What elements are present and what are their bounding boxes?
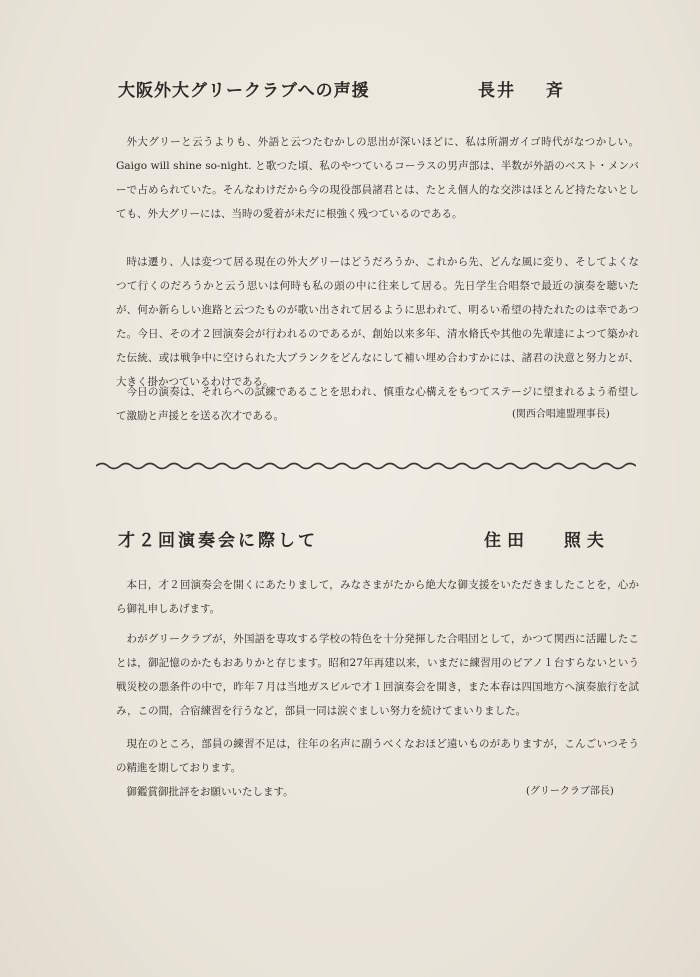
article-2-paragraph-1: 本日，才２回演奏会を開くにあたりまして，みなさまがたから絶大な御支援をいただきましたことを，心から御礼申しあげます。	[116, 579, 639, 615]
article-1-paragraph-1: 外大グリーと云うよりも、外語と云つたむかしの思出が深いほどに、私は所謂ガイゴ時代がなつかしい。Gaigo will shine so-night. と歌つた頃、私のやつているコーラスの男声部は、半数が外語のベスト・メンバーで占められていた。そんなわけだから今の現役部員諸君とは、たとえ個人的な交渉はほとんど持たないとしても、外大グリーには、当時の愛着が未だに根強く残つているのである。	[116, 136, 639, 220]
wavy-divider	[96, 458, 636, 474]
article-2-paragraph-3: 現在のところ，部員の練習不足は，往年の名声に副うべくなおほど遠いものがありますが，こんごいつそうの精進を期しております。	[116, 738, 639, 774]
article-1-paragraph-3: 今日の演奏は、それらへの試練であることを思われ、慎重な心構えをもつてステージに望まれるよう希望して激励と声援とを送る次才である。	[116, 386, 639, 422]
article-2-paragraph-4: 御鑑賞御批評をお願いいたします。	[126, 786, 294, 798]
article-1-signature: (関西合唱連盟理事長)	[512, 409, 610, 420]
article-author-2: 住田 照夫	[484, 531, 610, 551]
article-author-1: 長井 斉	[478, 81, 565, 101]
article-2-paragraph-2: わがグリークラブが，外国語を専攻する学校の特色を十分発揮した合唱団として，かつて関西に活躍したことは，御記憶のかたもおありかと存じます。昭和27年再建以来，いまだに練習用のピアノ１台すらないという戦災校の悪条件の中で，昨年７月は当地ガスビルで才１回演奏会を開き，また本春は四国地方へ演奏旅行を試み，この間，合宿練習を行うなど，部員一同は涙ぐましい努力を続けてまいりました。	[116, 633, 639, 717]
article-title-1: 大阪外大グリークラブへの声援	[118, 81, 370, 101]
article-title-2: 才２回演奏会に際して	[118, 531, 318, 551]
article-2-signature: (グリークラブ部長)	[526, 786, 614, 797]
article-1-paragraph-2: 時は遷り、人は変つて居る現在の外大グリーはどうだろうか、これから先、どんな風に変り、そしてよくなつて行くのだろうかと云う思いは何時も私の頭の中に往来して居る。先日学生合唱祭で最近の演奏を聴いたが、何か新らしい進路と云つたものが歌い出されて居るように思われて、明るい希望の持たれたのは幸であつた。今日、その才２回演奏会が行われるのであるが、創始以来多年、清水脩氏や其他の先輩達によつて築かれた伝統、或は戦争中に空けられた大ブランクをどんなにして補い埋め合わすかには、諸君の決意と努力とが、大きく掛かつているわけである。	[116, 256, 639, 388]
